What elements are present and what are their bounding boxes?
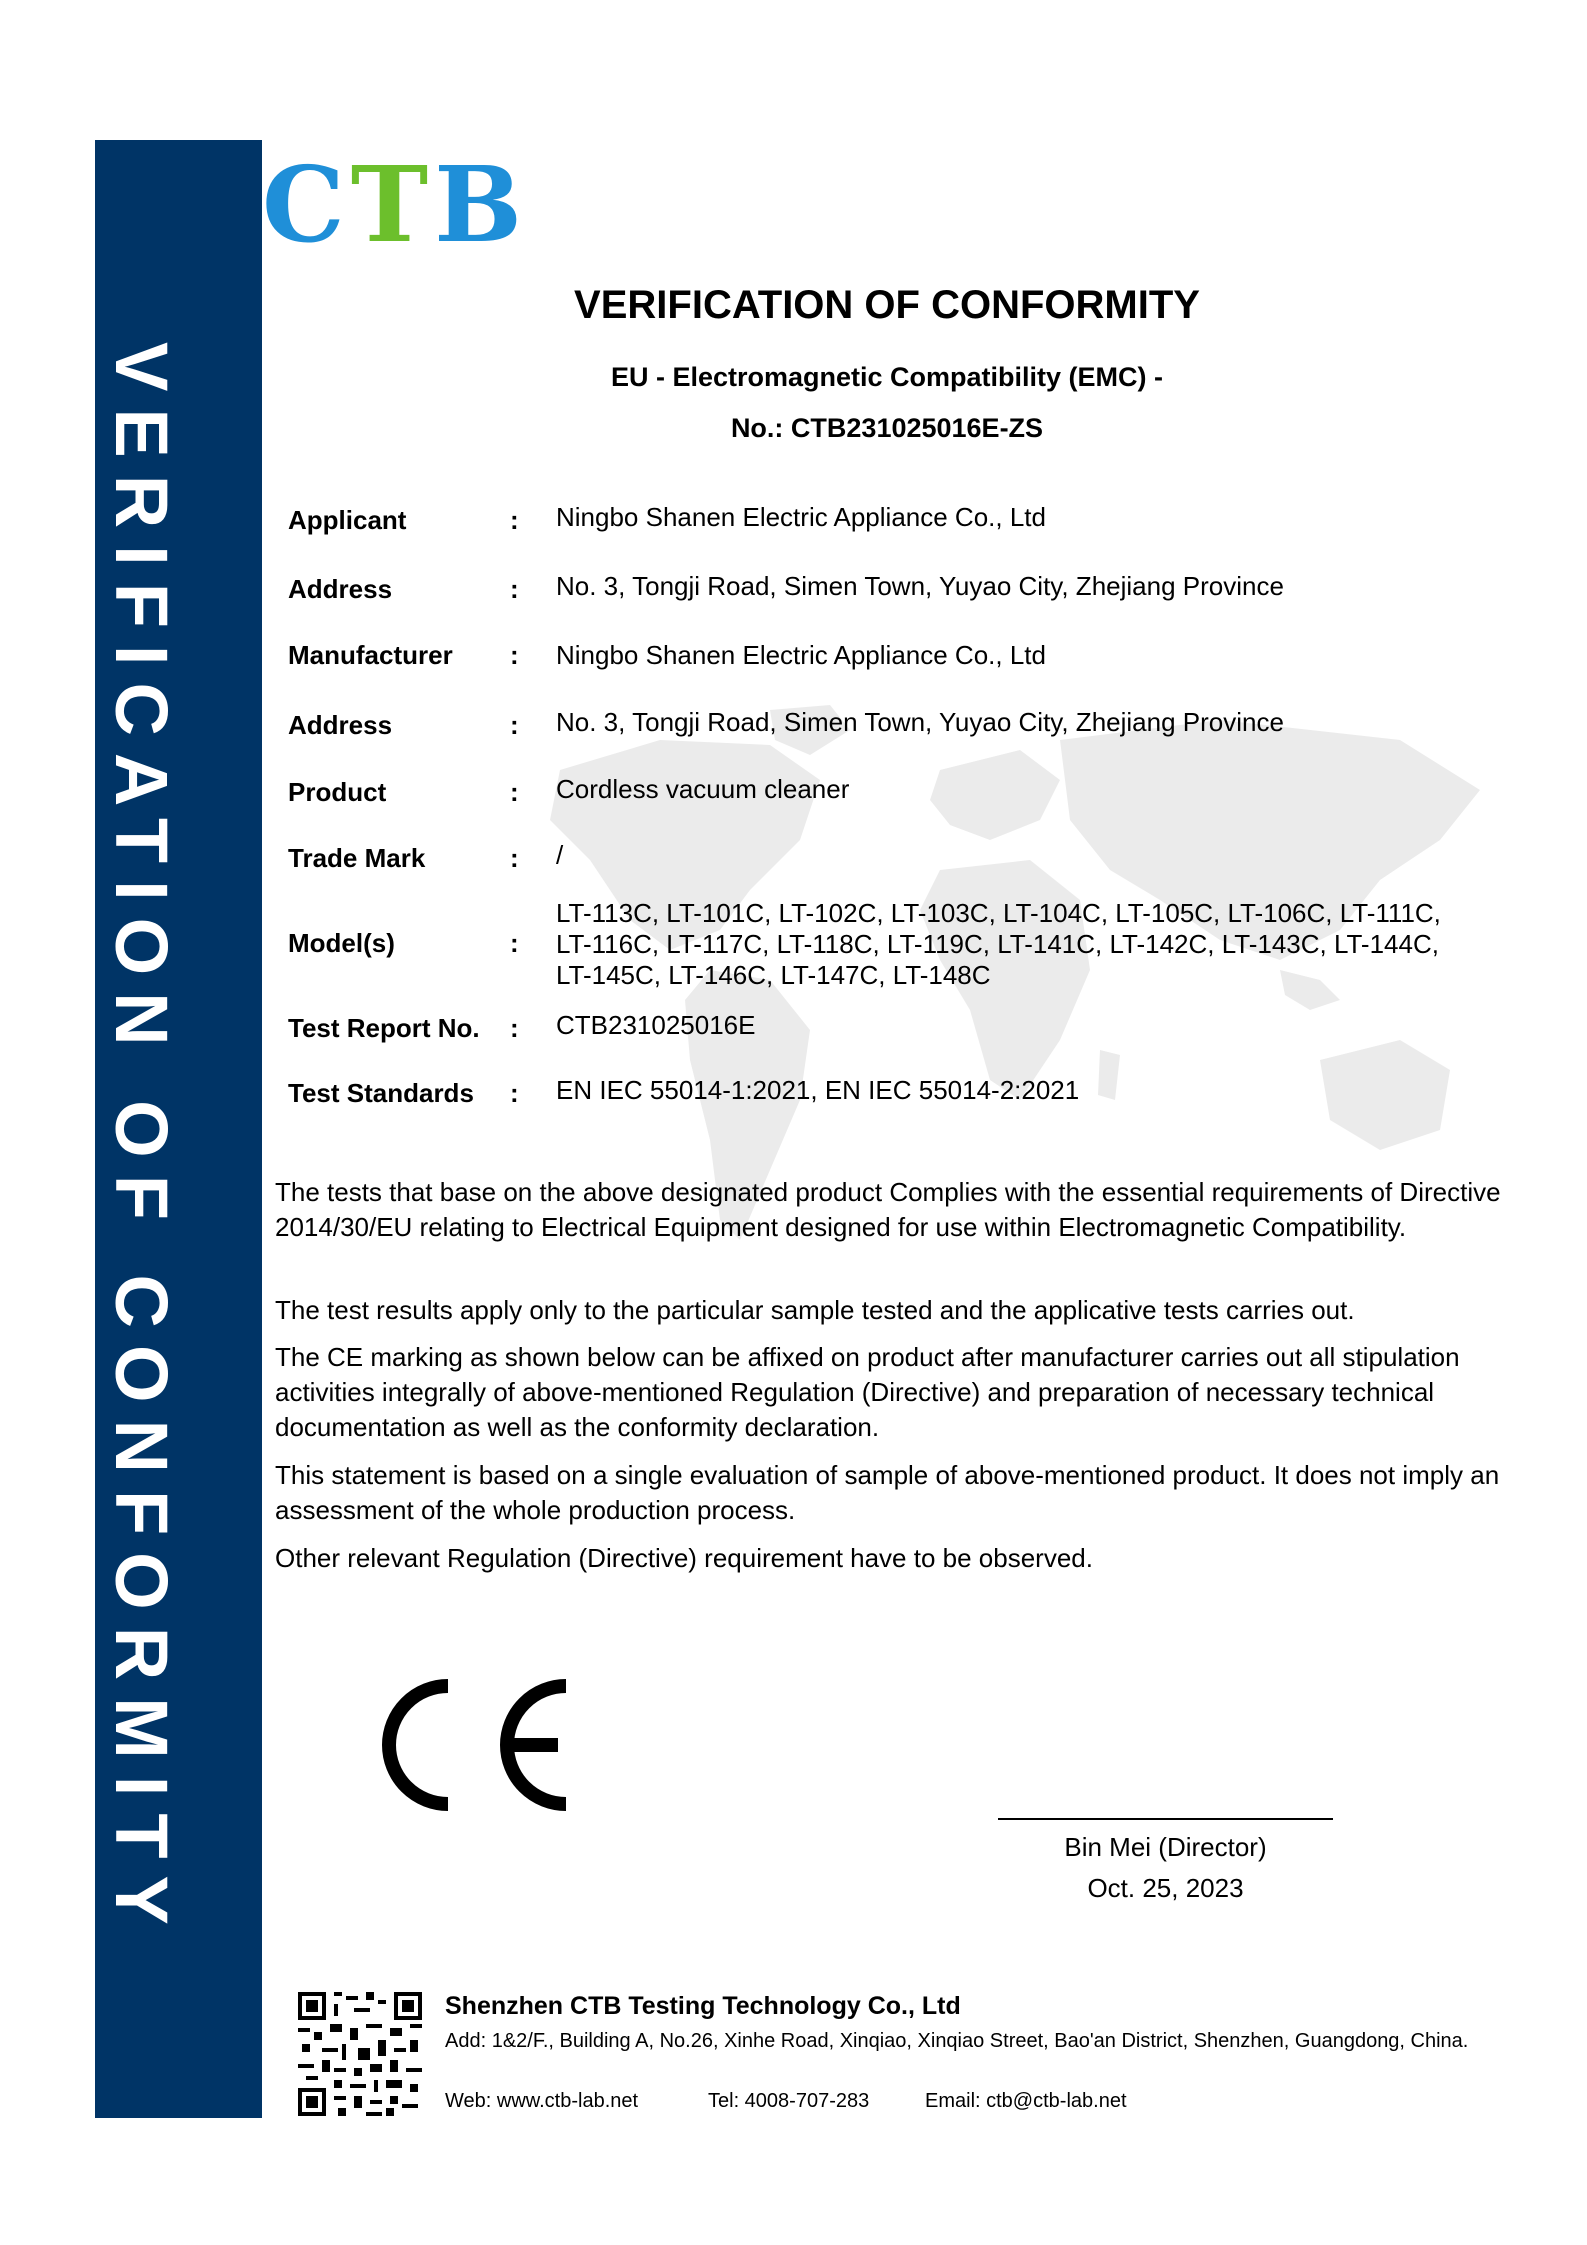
document-subtitle: EU - Electromagnetic Compatibility (EMC) -	[610, 362, 1164, 392]
field-colon: :	[510, 1078, 519, 1108]
signature-line	[998, 1818, 1333, 1820]
field-label: Address	[288, 574, 393, 604]
model-line: LT-116C, LT-117C, LT-118C, LT-119C, LT-141C, LT-142C, LT-143C, LT-144C,	[556, 929, 1439, 959]
field-colon: :	[510, 640, 519, 670]
field-value: Ningbo Shanen Electric Appliance Co., Ltd	[556, 640, 1046, 670]
field-value: No. 3, Tongji Road, Simen Town, Yuyao City, Zhejiang Province	[556, 707, 1284, 737]
certificate-number: No.: CTB231025016E-ZS	[730, 413, 1044, 443]
field-label: Applicant	[288, 505, 407, 535]
field-colon: :	[510, 1013, 519, 1043]
model-line: LT-145C, LT-146C, LT-147C, LT-148C	[556, 960, 991, 990]
signatory-name: Bin Mei (Director)	[1064, 1832, 1267, 1862]
logo-letter-b: B	[434, 143, 523, 266]
signature-date: Oct. 25, 2023	[1087, 1873, 1244, 1903]
field-value	[556, 898, 1516, 991]
field-colon: :	[510, 928, 519, 958]
paragraph-scope: The test results apply only to the particular sample tested and the applicative tests carries out.	[275, 1295, 1355, 1325]
document-title: VERIFICATION OF CONFORMITY	[574, 283, 1200, 327]
logo-letter-t: T	[350, 143, 429, 266]
sidebar-vertical-title: VERIFICATION OF CONFORMITY	[100, 342, 183, 1942]
field-label: Manufacturer	[288, 640, 453, 670]
model-line: LT-113C, LT-101C, LT-102C, LT-103C, LT-104C, LT-105C, LT-106C, LT-111C,	[556, 898, 1441, 928]
field-colon: :	[510, 574, 519, 604]
field-label: Test Report No.	[288, 1013, 480, 1043]
field-value: No. 3, Tongji Road, Simen Town, Yuyao City, Zhejiang Province	[556, 571, 1284, 601]
field-label: Model(s)	[288, 928, 395, 958]
paragraph-compliance: The tests that base on the above designated product Complies with the essential requirements of Directive 2014/30/EU relating to Electrical Equipment designed for use within Electromagnetic Compatibility.	[275, 1177, 1501, 1242]
paragraph-evaluation: This statement is based on a single evaluation of sample of above-mentioned product. It does not imply an assessment of the whole production process.	[275, 1460, 1500, 1525]
field-colon: :	[510, 505, 519, 535]
field-value: /	[556, 840, 564, 870]
field-label: Address	[288, 710, 393, 740]
field-value: CTB231025016E	[556, 1010, 756, 1040]
field-label: Test Standards	[288, 1078, 474, 1108]
footer-email: Email: ctb@ctb-lab.net	[925, 2090, 1127, 2112]
footer-address: Add: 1&2/F., Building A, No.26, Xinhe Road, Xinqiao, Xinqiao Street, Bao'an District, Shenzhen, Guangdong, China.	[445, 2030, 1469, 2052]
field-value: EN IEC 55014-1:2021, EN IEC 55014-2:2021	[556, 1075, 1080, 1105]
field-colon: :	[510, 777, 519, 807]
qr-code	[298, 1992, 422, 2116]
field-colon: :	[510, 710, 519, 740]
ctb-logo	[262, 143, 528, 266]
paragraph-ce-marking: The CE marking as shown below can be affixed on product after manufacturer carries out all stipulation activities integrally of above-mentioned Regulation (Directive) and preparation of necessary technical documentation as well as the conformity declaration.	[275, 1342, 1460, 1442]
field-label: Product	[288, 777, 387, 807]
ce-mark	[378, 1672, 573, 1818]
footer-web: Web: www.ctb-lab.net	[445, 2090, 639, 2112]
field-value: Ningbo Shanen Electric Appliance Co., Ltd	[556, 502, 1046, 532]
footer-tel: Tel: 4008-707-283	[708, 2090, 870, 2112]
paragraph-other: Other relevant Regulation (Directive) requirement have to be observed.	[275, 1543, 1093, 1573]
field-value: Cordless vacuum cleaner	[556, 774, 850, 804]
footer-company-name: Shenzhen CTB Testing Technology Co., Ltd	[445, 1992, 961, 2020]
field-label: Trade Mark	[288, 843, 426, 873]
logo-letter-c: C	[262, 143, 345, 266]
field-colon: :	[510, 843, 519, 873]
